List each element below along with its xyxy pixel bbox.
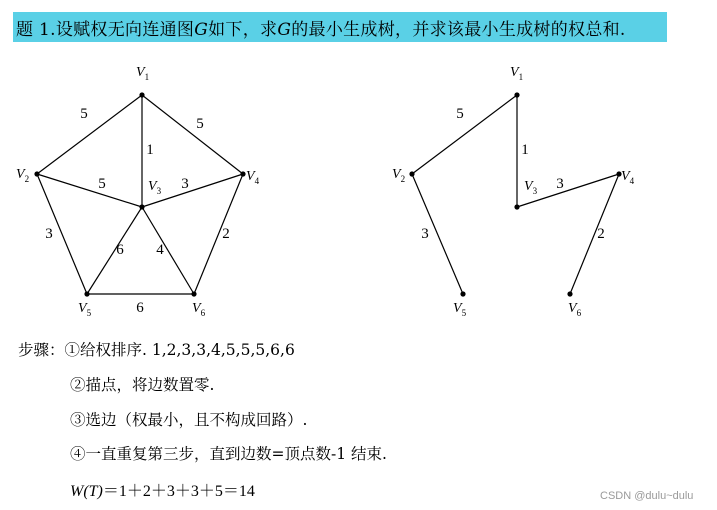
left-weight-v3-v5: 6	[116, 242, 124, 258]
right-vertex-label-v2: $V_2$	[392, 167, 406, 184]
title-graph-var-2: G	[277, 20, 292, 40]
total-weight-formula	[70, 478, 255, 501]
left-weight-v1-v2: 5	[80, 106, 88, 122]
right-vertex-label-v1: $V_1$	[510, 65, 524, 82]
left-edge-v3-v6	[142, 207, 194, 294]
right-edge-v4-v6	[570, 174, 619, 294]
step-3: ③选边（权最小，且不构成回路）.	[70, 411, 308, 429]
left-edge-v1-v2	[37, 95, 142, 174]
right-vertex-dot-v2	[409, 171, 414, 176]
left-weight-v3-v6: 4	[156, 242, 164, 258]
title-suffix: 的最小生成树，并求该最小生成树的权总和.	[291, 20, 626, 40]
left-weight-v1-v4: 5	[196, 116, 204, 132]
right-vertex-dot-v3	[514, 204, 519, 209]
left-vertex-label-v3: $V_3$	[148, 179, 162, 196]
left-edge-v3-v5	[87, 207, 142, 294]
left-weight-v3-v4: 3	[181, 176, 189, 192]
left-edge-v4-v6	[194, 174, 243, 294]
right-weight-v2-v5: 3	[421, 226, 429, 242]
left-vertex-label-v2: $V_2$	[16, 167, 30, 184]
left-vertex-dot-v5	[84, 291, 89, 296]
step-1: 步骤：①给权排序. 1,2,3,3,4,5,5,5,6,6	[18, 341, 295, 359]
right-vertex-label-v5: $V_5$	[453, 301, 467, 318]
left-vertex-label-v4: $V_4$	[246, 169, 260, 186]
left-vertex-dot-v2	[34, 171, 39, 176]
left-vertex-dot-v4	[240, 171, 245, 176]
left-vertex-label-v1: $V_1$	[136, 65, 150, 82]
title-graph-var: G	[194, 20, 209, 40]
title-prefix: 题 1.设赋权无向连通图	[16, 20, 195, 40]
step-2: ②描点，将边数置零.	[70, 376, 215, 394]
formula-w: W	[70, 483, 84, 500]
left-weight-v2-v5: 3	[45, 226, 53, 242]
left-vertex-dot-v1	[139, 92, 144, 97]
right-weight-v1-v3: 1	[521, 142, 529, 158]
watermark: CSDN @dulu~dulu	[600, 490, 694, 502]
left-weight-v2-v3: 5	[98, 176, 106, 192]
left-weight-v1-v3: 1	[146, 142, 154, 158]
left-vertex-label-v6: $V_6$	[192, 301, 206, 318]
right-vertex-label-v4: $V_4$	[621, 169, 635, 186]
left-edge-v2-v3	[37, 174, 142, 207]
right-vertex-dot-v5	[460, 291, 465, 296]
right-weight-v1-v2: 5	[456, 106, 464, 122]
left-edge-v1-v4	[142, 95, 243, 174]
left-vertex-dot-v3	[139, 204, 144, 209]
formula-rhs: ＝1＋2＋3＋3＋5＝14	[102, 483, 255, 500]
right-vertex-label-v3: $V_3$	[524, 179, 538, 196]
left-vertex-dot-v6	[191, 291, 196, 296]
right-edge-v1-v2	[412, 95, 517, 174]
right-vertex-dot-v6	[567, 291, 572, 296]
left-weight-v4-v6: 2	[222, 226, 230, 242]
right-vertex-label-v6: $V_6$	[568, 301, 582, 318]
formula-t: (T)	[83, 483, 103, 500]
right-vertex-dot-v1	[514, 92, 519, 97]
step-4: ④一直重复第三步，直到边数=顶点数-1 结束.	[70, 445, 387, 463]
left-vertex-label-v5: $V_5$	[78, 301, 92, 318]
right-edge-v2-v5	[412, 174, 463, 294]
title-middle: 如下，求	[208, 20, 278, 40]
right-weight-v4-v6: 2	[597, 226, 605, 242]
right-weight-v3-v4: 3	[556, 176, 564, 192]
left-weight-v5-v6: 6	[136, 300, 144, 316]
